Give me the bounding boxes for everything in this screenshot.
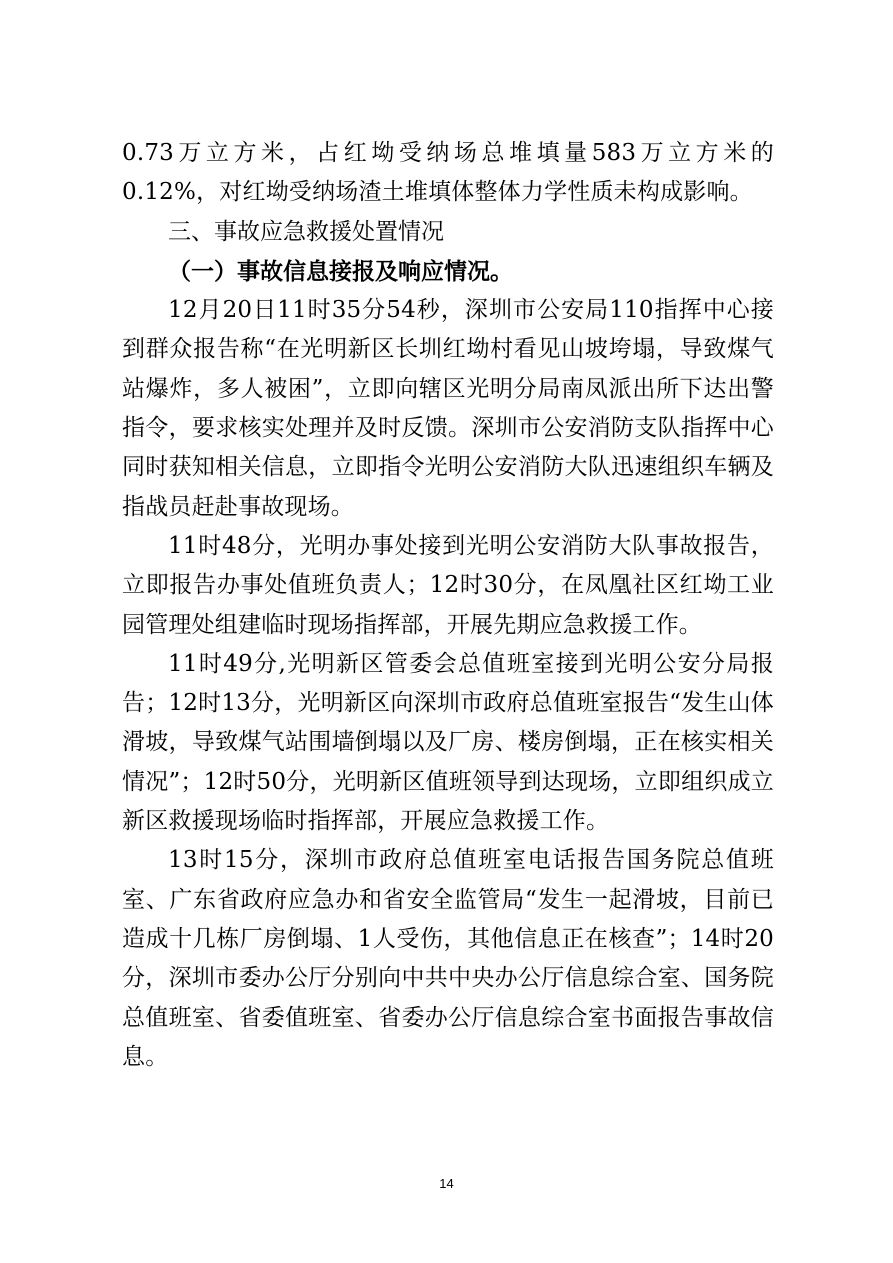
section-heading: 三、事故应急救援处置情况	[168, 218, 444, 245]
paragraph-continuation: 0.73万立方米，占红坳受纳场总堆填量583万立方米的0.12%，对红坳受纳场渣土堆填体整体力学性质未构成影响。	[122, 140, 774, 206]
subsection-heading: （一）事故信息接报及响应情况。	[168, 257, 513, 285]
paragraph-110-report: 12月20日11时35分54秒，深圳市公安局110指挥中心接到群众报告称“在光明新区长圳红坳村看见山坡垮塌，导致煤气站爆炸，多人被困”，立即向辖区光明分局南凤派出所下达出警指令，要求核实处理并及时反馈。深圳市公安消防支队指挥中心同时获知相关信息，立即指令光明公安消防大队迅速组织车辆及指战员赶赴事故现场。	[122, 297, 774, 520]
document-body	[122, 134, 774, 1077]
paragraph-new-district-committee: 11时49分,光明新区管委会总值班室接到光明公安分局报告；12时13分，光明新区向深圳市政府总值班室报告“发生山体滑坡，导致煤气站围墙倒塌以及厂房、楼房倒塌，正在核实相关情况”；12时50分，光明新区值班领导到达现场，立即组织成立新区救援现场临时指挥部，开展应急救援工作。	[122, 650, 774, 835]
paragraph-city-government-report: 13时15分，深圳市政府总值班室电话报告国务院总值班室、广东省政府应急办和省安全监管局“发生一起滑坡，目前已造成十几栋厂房倒塌、1人受伤，其他信息正在核查”；14时20分，深圳市委办公厅分别向中共中央办公厅信息综合室、国务院总值班室、省委值班室、省委办公厅信息综合室书面报告事故信息。	[122, 847, 774, 1070]
paragraph-guangming-office: 11时48分，光明办事处接到光明公安消防大队事故报告，立即报告办事处值班负责人；12时30分，在凤凰社区红坳工业园管理处组建临时现场指挥部，开展先期应急救援工作。	[122, 532, 774, 638]
page-number: 14	[439, 1176, 454, 1191]
